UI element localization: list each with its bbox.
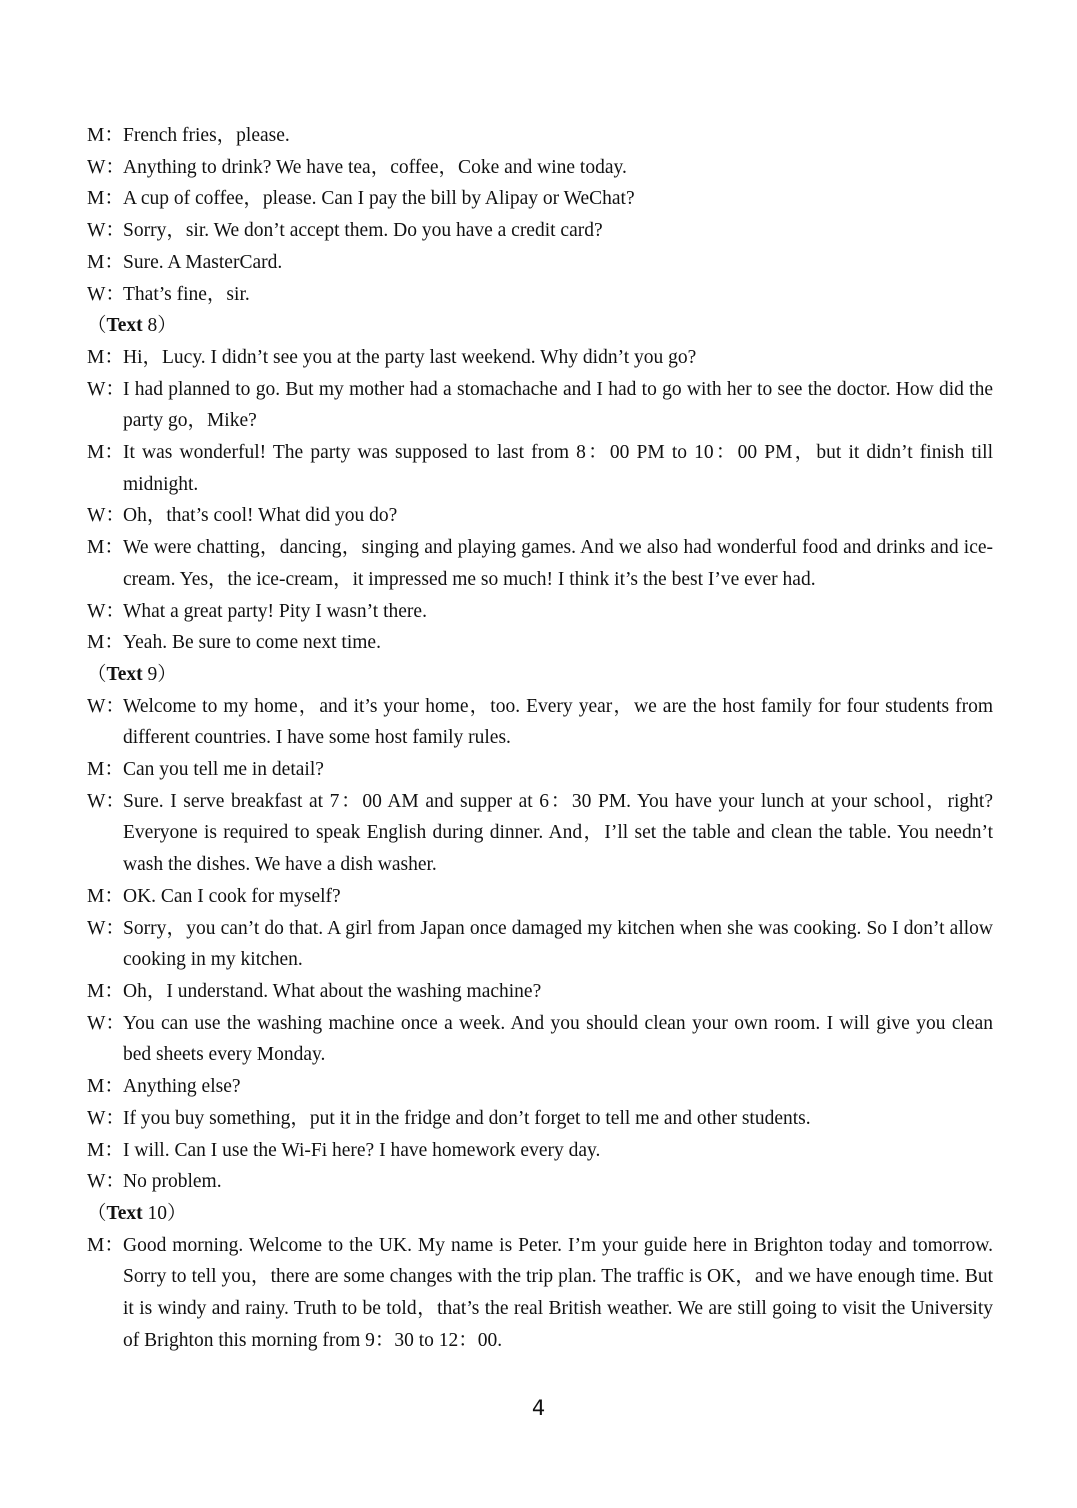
dialog-line xyxy=(87,627,993,659)
page-number: 4 xyxy=(531,1396,546,1420)
dialog-line xyxy=(87,183,993,215)
speaker-label: W： xyxy=(87,600,125,622)
section-heading-open: （ xyxy=(87,1202,107,1224)
speaker-label: M： xyxy=(87,885,124,907)
dialog-text: Oh，that’s cool! What did you do? xyxy=(123,505,398,527)
dialog-text: I will. Can I use the Wi-Fi here? I have homework every day. xyxy=(123,1139,601,1161)
speaker-label: M： xyxy=(87,1234,124,1256)
section-heading xyxy=(87,659,993,691)
dialog-text: Anything else? xyxy=(123,1076,241,1098)
dialog-line xyxy=(87,1135,993,1167)
section-heading-open: （ xyxy=(87,315,107,337)
speaker-label: W： xyxy=(87,1171,125,1193)
section-heading-num: 10） xyxy=(142,1202,187,1224)
dialog-text: Sorry，you can’t do that. A girl from Japan once damaged my kitchen when she was cooking. So I don’t allow cooking in my kitchen. xyxy=(123,917,993,971)
dialog-line xyxy=(87,120,993,152)
speaker-label: W： xyxy=(87,917,125,939)
speaker-label: W： xyxy=(87,505,125,527)
section-heading-label: Text xyxy=(106,315,143,337)
dialog-line xyxy=(87,1166,993,1198)
section-heading xyxy=(87,1198,993,1230)
dialog-line xyxy=(87,1071,993,1103)
section-heading-label: Text xyxy=(106,1202,143,1224)
dialog-line xyxy=(87,913,993,976)
dialog-text: French fries，please. xyxy=(123,125,290,146)
section-heading-num: 9） xyxy=(142,663,177,685)
dialog-text: Anything to drink? We have tea，coffee，Coke and wine today. xyxy=(123,156,627,178)
dialog-line xyxy=(87,437,993,500)
speaker-label: M： xyxy=(87,759,124,781)
dialog-line xyxy=(87,215,993,247)
speaker-label: W： xyxy=(87,695,125,717)
section-heading-num: 8） xyxy=(142,315,177,337)
speaker-label: W： xyxy=(87,1107,125,1129)
dialog-line xyxy=(87,976,993,1008)
speaker-label: W： xyxy=(87,156,125,178)
speaker-label: W： xyxy=(87,1012,125,1034)
speaker-label: M： xyxy=(87,537,124,559)
dialog-line xyxy=(87,532,993,595)
dialog-line xyxy=(87,1008,993,1071)
dialog-text: We were chatting，dancing，singing and playing games. And we also had wonderful food and drinks and ice-cream. Yes，the ice-cream，it impressed me so much! I think it’s the best I’ve ever had. xyxy=(123,537,993,590)
dialog-line xyxy=(87,374,993,437)
dialog-line xyxy=(87,279,993,311)
dialog-text: Yeah. Be sure to come next time. xyxy=(123,632,381,654)
dialog-text: Sure. A MasterCard. xyxy=(123,251,283,273)
dialog-line xyxy=(87,596,993,628)
dialog-text: It was wonderful! The party was supposed to last from 8：00 PM to 10：00 PM，but it didn’t finish till midnight. xyxy=(123,442,993,495)
dialog-text: Oh，I understand. What about the washing machine? xyxy=(123,980,542,1002)
dialog-text: That’s fine，sir. xyxy=(123,283,250,305)
dialog-text: Hi，Lucy. I didn’t see you at the party last weekend. Why didn’t you go? xyxy=(123,346,697,368)
dialog-text: A cup of coffee，please. Can I pay the bill by Alipay or WeChat? xyxy=(123,188,635,210)
dialog-line xyxy=(87,881,993,913)
speaker-label: W： xyxy=(87,283,125,305)
speaker-label: W： xyxy=(87,378,125,400)
dialog-line xyxy=(87,691,993,754)
dialog-line xyxy=(87,500,993,532)
dialog-line xyxy=(87,1230,993,1357)
dialog-line xyxy=(87,152,993,184)
speaker-label: M： xyxy=(87,251,124,273)
dialog-text: Sure. I serve breakfast at 7：00 AM and supper at 6：30 PM. You have your lunch at your school，right? Everyone is required to speak English during dinner. And，I’ll set the table and clean the table. You needn’t wash the dishes. We have a dish washer. xyxy=(123,790,993,876)
dialog-line xyxy=(87,1103,993,1135)
speaker-label: M： xyxy=(87,1076,124,1098)
dialog-text: Sorry，sir. We don’t accept them. Do you have a credit card? xyxy=(123,220,603,242)
dialog-text: OK. Can I cook for myself? xyxy=(123,885,341,907)
speaker-label: W： xyxy=(87,220,125,242)
dialog-text: Welcome to my home，and it’s your home，too. Every year，we are the host family for four students from different countries. I have some host family rules. xyxy=(123,695,993,749)
dialog-line xyxy=(87,754,993,786)
speaker-label: M： xyxy=(87,125,124,146)
section-heading-label: Text xyxy=(106,663,143,685)
speaker-label: W： xyxy=(87,790,125,812)
section-heading xyxy=(87,310,993,342)
speaker-label: M： xyxy=(87,1139,124,1161)
speaker-label: M： xyxy=(87,346,124,368)
speaker-label: M： xyxy=(87,442,124,464)
dialog-line xyxy=(87,247,993,279)
section-heading-open: （ xyxy=(87,663,107,685)
dialog-text: I had planned to go. But my mother had a stomachache and I had to go with her to see the doctor. How did the party go，Mike? xyxy=(123,378,993,432)
speaker-label: M： xyxy=(87,632,124,654)
dialog-text: Can you tell me in detail? xyxy=(123,759,324,781)
dialog-text: Good morning. Welcome to the UK. My name is Peter. I’m your guide here in Brighton today and tomorrow. Sorry to tell you，there are some changes with the trip plan. The traffic is OK，and we have enough time. But it is windy and rainy. Truth to be told，that’s the real British weather. We are still going to visit the University of Brighton this morning from 9：30 to 12：00. xyxy=(123,1234,993,1351)
dialog-text: You can use the washing machine once a week. And you should clean your own room. I will give you clean bed sheets every Monday. xyxy=(123,1012,993,1066)
dialog-text: If you buy something，put it in the fridge and don’t forget to tell me and other students. xyxy=(123,1107,811,1129)
dialog-line xyxy=(87,786,993,881)
dialog-text: What a great party! Pity I wasn’t there. xyxy=(123,600,427,622)
speaker-label: M： xyxy=(87,980,124,1002)
document-body xyxy=(87,120,993,1356)
dialog-line xyxy=(87,342,993,374)
dialog-text: No problem. xyxy=(123,1171,222,1193)
speaker-label: M： xyxy=(87,188,124,210)
